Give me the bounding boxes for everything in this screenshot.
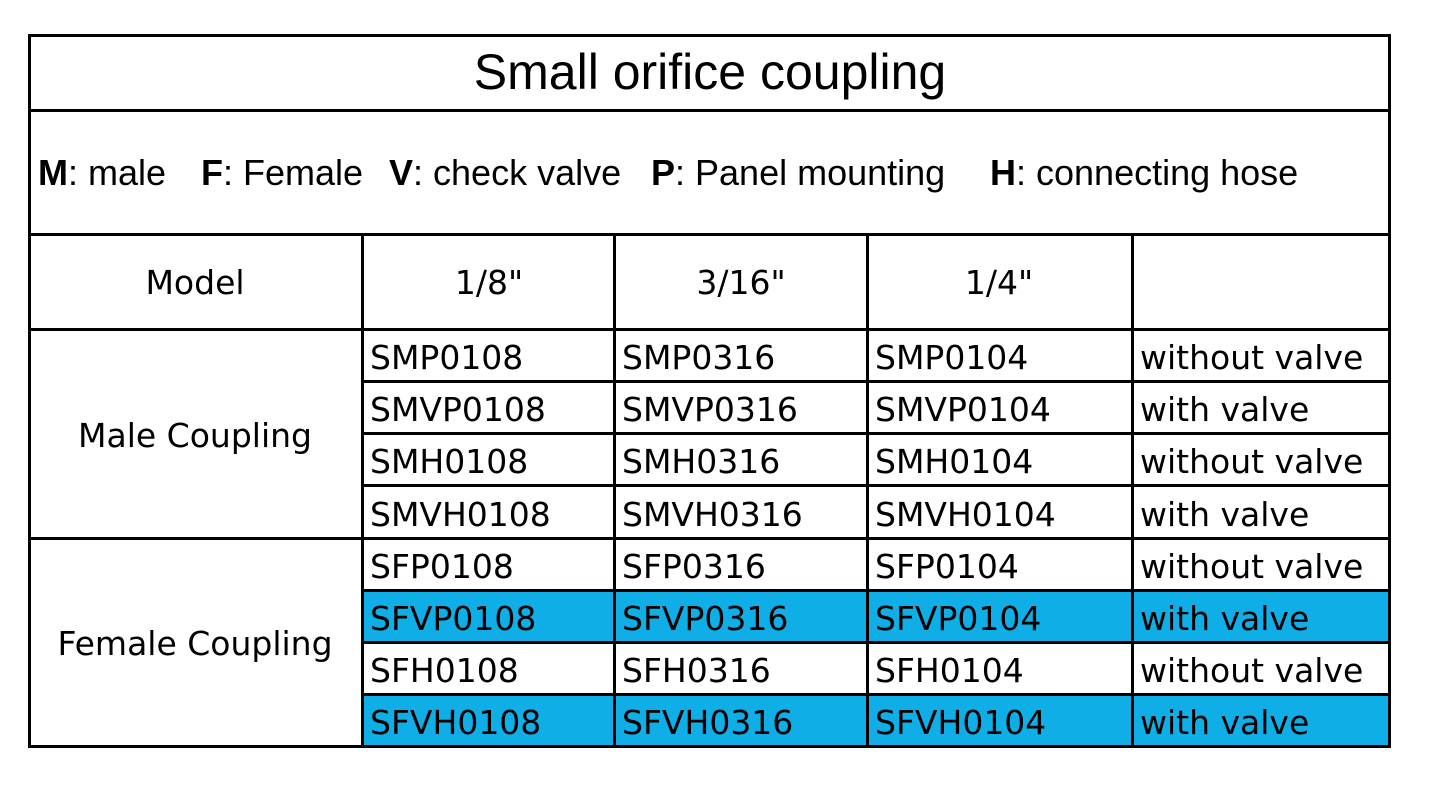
table-cell: SFVP0108 <box>370 599 537 638</box>
table-cell: SFVH0104 <box>875 703 1047 742</box>
table-cell: SMP0316 <box>622 338 776 377</box>
rule-group <box>28 537 1391 540</box>
col-rule <box>613 233 616 748</box>
table-cell: SFVP0316 <box>622 599 789 638</box>
legend-text: : check valve <box>413 152 622 193</box>
rule-row <box>361 589 1391 592</box>
header-model: Model <box>145 263 245 302</box>
table-cell: SFP0316 <box>622 547 766 586</box>
rule-title <box>28 109 1391 112</box>
table-cell: SFVH0316 <box>622 703 794 742</box>
legend-text: : Female <box>223 152 364 193</box>
table-cell: SFVH0108 <box>370 703 542 742</box>
table-cell: SFH0316 <box>622 651 771 690</box>
table-cell-note: without valve <box>1140 547 1364 586</box>
table-cell-note: without valve <box>1140 442 1364 481</box>
table-cell-note: with valve <box>1140 599 1310 638</box>
rule-row <box>361 432 1391 435</box>
legend-key: P <box>651 152 676 193</box>
table-cell-note: without valve <box>1140 338 1364 377</box>
table-cell: SMVH0316 <box>622 495 803 534</box>
legend-text: : connecting hose <box>1016 152 1299 193</box>
legend-key: H <box>990 152 1016 193</box>
legend-male <box>38 152 167 193</box>
table-cell: SMVH0108 <box>370 495 551 534</box>
table-cell: SFVP0104 <box>875 599 1042 638</box>
rule-legend <box>28 233 1391 236</box>
col-rule <box>361 233 364 748</box>
rule-header <box>28 328 1391 331</box>
header-size-1-4: 1/4" <box>964 263 1034 302</box>
border-bottom <box>28 745 1391 748</box>
group-label-female: Female Coupling <box>57 624 333 663</box>
table-cell: SMH0108 <box>370 442 529 481</box>
rule-row <box>361 484 1391 487</box>
table-cell: SFP0104 <box>875 547 1019 586</box>
table-cell: SFP0108 <box>370 547 514 586</box>
rule-row <box>361 641 1391 644</box>
legend-key: V <box>389 152 414 193</box>
legend-female <box>201 152 364 193</box>
border-top <box>28 34 1391 37</box>
table-cell: SMVH0104 <box>875 495 1056 534</box>
legend-key: M <box>38 152 68 193</box>
table-cell-note: with valve <box>1140 495 1310 534</box>
table-cell: SMH0104 <box>875 442 1034 481</box>
legend-panel-mounting <box>651 152 946 193</box>
legend-key: F <box>201 152 223 193</box>
table-cell: SMVP0316 <box>622 390 798 429</box>
header-size-1-8: 1/8" <box>454 263 524 302</box>
table-cell-note: with valve <box>1140 390 1310 429</box>
table-cell: SMVP0104 <box>875 390 1051 429</box>
legend-text: : Panel mounting <box>675 152 946 193</box>
table-cell: SFH0104 <box>875 651 1024 690</box>
col-rule <box>1131 233 1134 748</box>
table-cell-note: without valve <box>1140 651 1364 690</box>
col-rule <box>866 233 869 748</box>
border-left <box>28 34 31 748</box>
table-cell: SMVP0108 <box>370 390 546 429</box>
header-size-3-16: 3/16" <box>696 263 786 302</box>
legend-connecting-hose <box>990 152 1299 193</box>
table-cell-note: with valve <box>1140 703 1310 742</box>
rule-row <box>361 380 1391 383</box>
table-cell: SFH0108 <box>370 651 519 690</box>
rule-row <box>361 693 1391 696</box>
table-cell: SMP0104 <box>875 338 1029 377</box>
table-title: Small orifice coupling <box>473 44 947 100</box>
legend-text: : male <box>68 152 167 193</box>
group-label-male: Male Coupling <box>78 416 312 455</box>
legend-check-valve <box>389 152 622 193</box>
coupling-table <box>28 34 1391 748</box>
table-cell: SMH0316 <box>622 442 781 481</box>
table-cell: SMP0108 <box>370 338 524 377</box>
